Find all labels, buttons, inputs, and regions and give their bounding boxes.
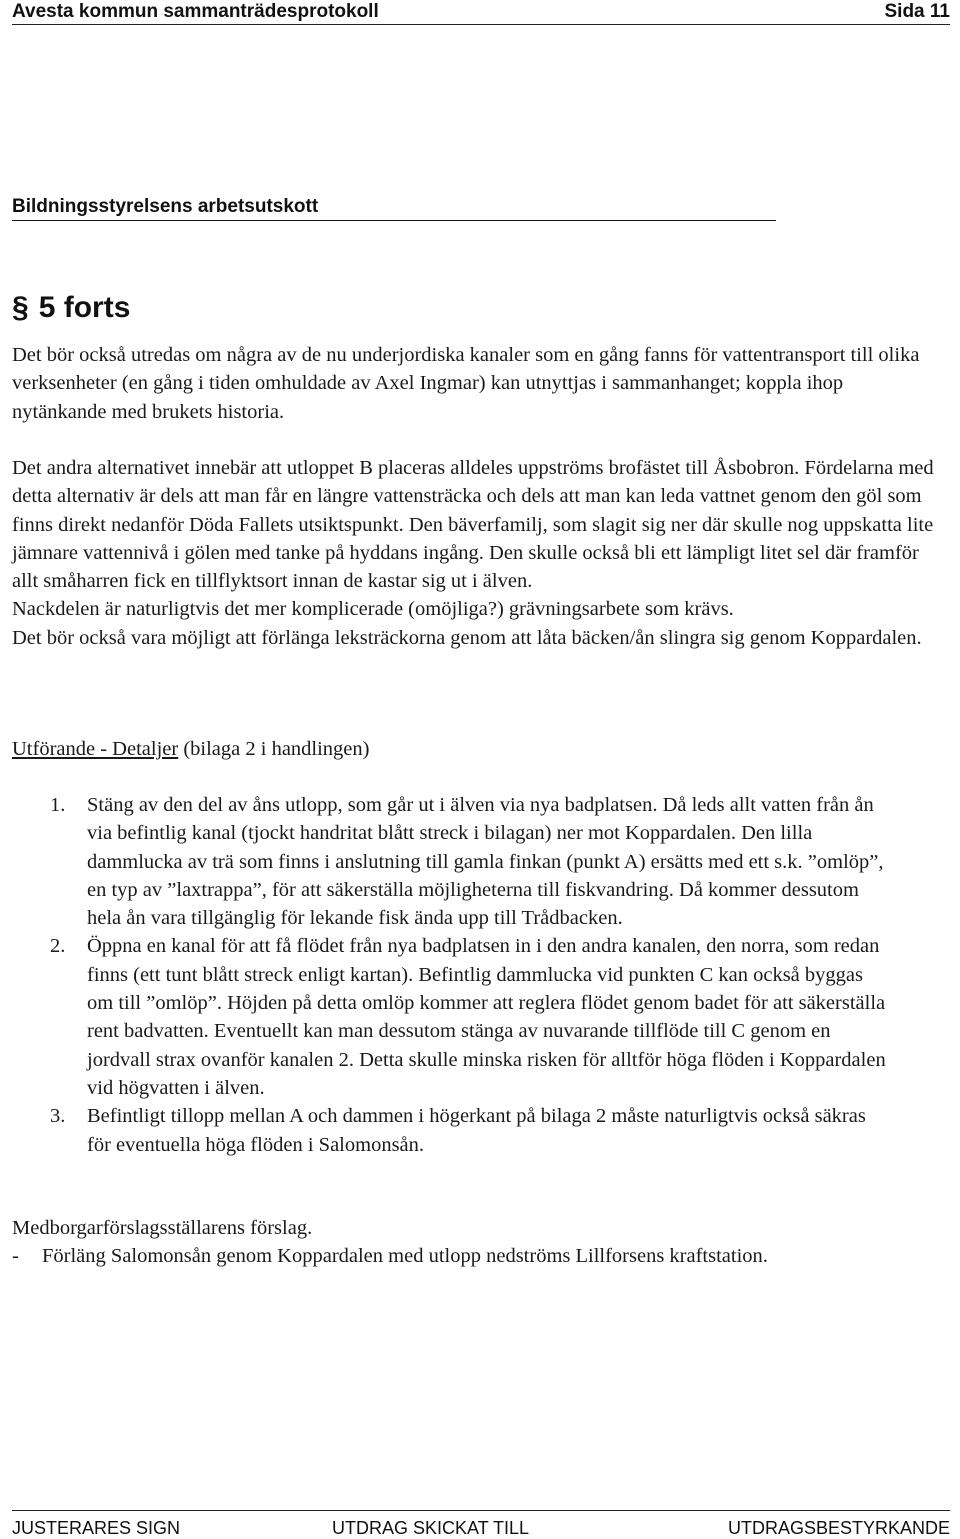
details-heading: [12, 735, 942, 763]
list-item: [12, 1102, 892, 1159]
proposal-block: [12, 1214, 942, 1271]
paragraph-underground-canals: Det bör också utredas om några av de nu underjordiska kanaler som en gång fanns för vattentransport till olika verksenheter (en gång i tiden omhuldade av Axel Ingmar) kan utnyttjas i sammanhanget; koppla ihop nytänkande med brukets historia.: [12, 344, 920, 423]
list-item-text: Stäng av den del av åns utlopp, som går ut i älven via nya badplatsen. Då leds allt vatten från ån via befintlig kanal (tjockt handritat blått streck i bilagan) ner mot Koppardalen. Den lilla dammlucka av trä som finns i anslutning till gamla finkan (punkt A) ersätts med ett s.k. ”omlöp”, en typ av ”laxtrappa”, för att säkerställa möjligheterna till fiskvandring. Då kommer dessutom hela ån vara tillgänglig för lekande fisk ända upp till Trådbacken.: [87, 794, 884, 930]
paragraph-alternative-b: Det andra alternativet innebär att utloppet B placeras alldeles uppströms brofästet till Åsbobron. Fördelarna med detta alternativ är dels att man får en längre vattensträcka och dels att man kan leda vattnet genom den göl som finns direkt nedanför Döda Fallets utsiktspunkt. Den bäverfamilj, som slagit sig ner där skulle nog uppskatta lite jämnare vattennivå i gölen med tanke på hyddans ingång. Den skulle också bli ett lämpligt litet sel där framför allt småharren fick en tillflyktsort innan de kastar sig ut i älven.: [12, 457, 934, 593]
committee-name: Bildningsstyrelsens arbetsutskott: [12, 196, 319, 217]
dash-bullet: -: [12, 1245, 19, 1268]
proposal-item-text: Förläng Salomonsån genom Koppardalen med utlopp nedströms Lillforsens kraftstation.: [42, 1245, 768, 1268]
footer-utdragsbestyrkande: UTDRAGSBESTYRKANDE: [727, 1518, 950, 1538]
paragraph-extend-stretches: Det bör också vara möjligt att förlänga leksträckorna genom att låta bäcken/ån slingra sig genom Koppardalen.: [12, 626, 922, 649]
paragraph-drawback: Nackdelen är naturligtvis det mer komplicerade (omöjliga?) grävningsarbete som krävs.: [12, 598, 734, 621]
list-item-text: Befintligt tillopp mellan A och dammen i högerkant på bilaga 2 måste naturligtvis också säkras för eventuella höga flöden i Salomonsån.: [87, 1105, 866, 1156]
list-item: [12, 791, 892, 932]
proposal-heading: Medborgarförslagsställarens förslag.: [12, 1217, 313, 1239]
document-title: Avesta kommun sammanträdesprotokoll: [12, 1, 379, 22]
list-item-number: 2.: [50, 935, 66, 958]
steps-list: [12, 791, 892, 1159]
proposal-item: [12, 1242, 942, 1270]
page-header: [12, 0, 950, 25]
list-item-text: Öppna en kanal för att få flödet från nya badplatsen in i den andra kanalen, den norra, som redan finns (ett tunt blått streck enligt kartan). Befintlig dammlucka vid punkten C kan också byggas om till ”omlöp”. Höjden på detta omlöp kommer att reglera flödet genom badet för att säkerställa rent badvatten. Eventuellt kan man dessutom stänga av nuvarande tillflöde till C genom en jordvall strax ovanför kanalen 2. Detta skulle minska risken för alltför höga flöden i Koppardalen vid högvatten i älven.: [87, 935, 886, 1099]
paragraph-sign: §: [12, 291, 29, 324]
footer-justerares-sign: JUSTERARES SIGN: [12, 1518, 181, 1538]
body-block-2: [12, 454, 942, 652]
section-title-text: 5 forts: [38, 291, 131, 324]
steps-list-container: [12, 791, 892, 1159]
list-item: [12, 932, 892, 1102]
body-block-1: [12, 341, 942, 426]
footer-utdrag-skickat: UTDRAG SKICKAT TILL: [332, 1518, 530, 1538]
committee-underline: [12, 220, 776, 221]
details-attachment-note: (bilaga 2 i handlingen): [178, 738, 370, 760]
list-item-number: 3.: [50, 1105, 66, 1128]
list-item-number: 1.: [50, 794, 66, 816]
page-footer: [12, 1510, 950, 1537]
details-link[interactable]: Utförande - Detaljer: [12, 738, 179, 760]
section-heading: [12, 290, 130, 326]
page-number: Sida 11: [884, 1, 950, 22]
